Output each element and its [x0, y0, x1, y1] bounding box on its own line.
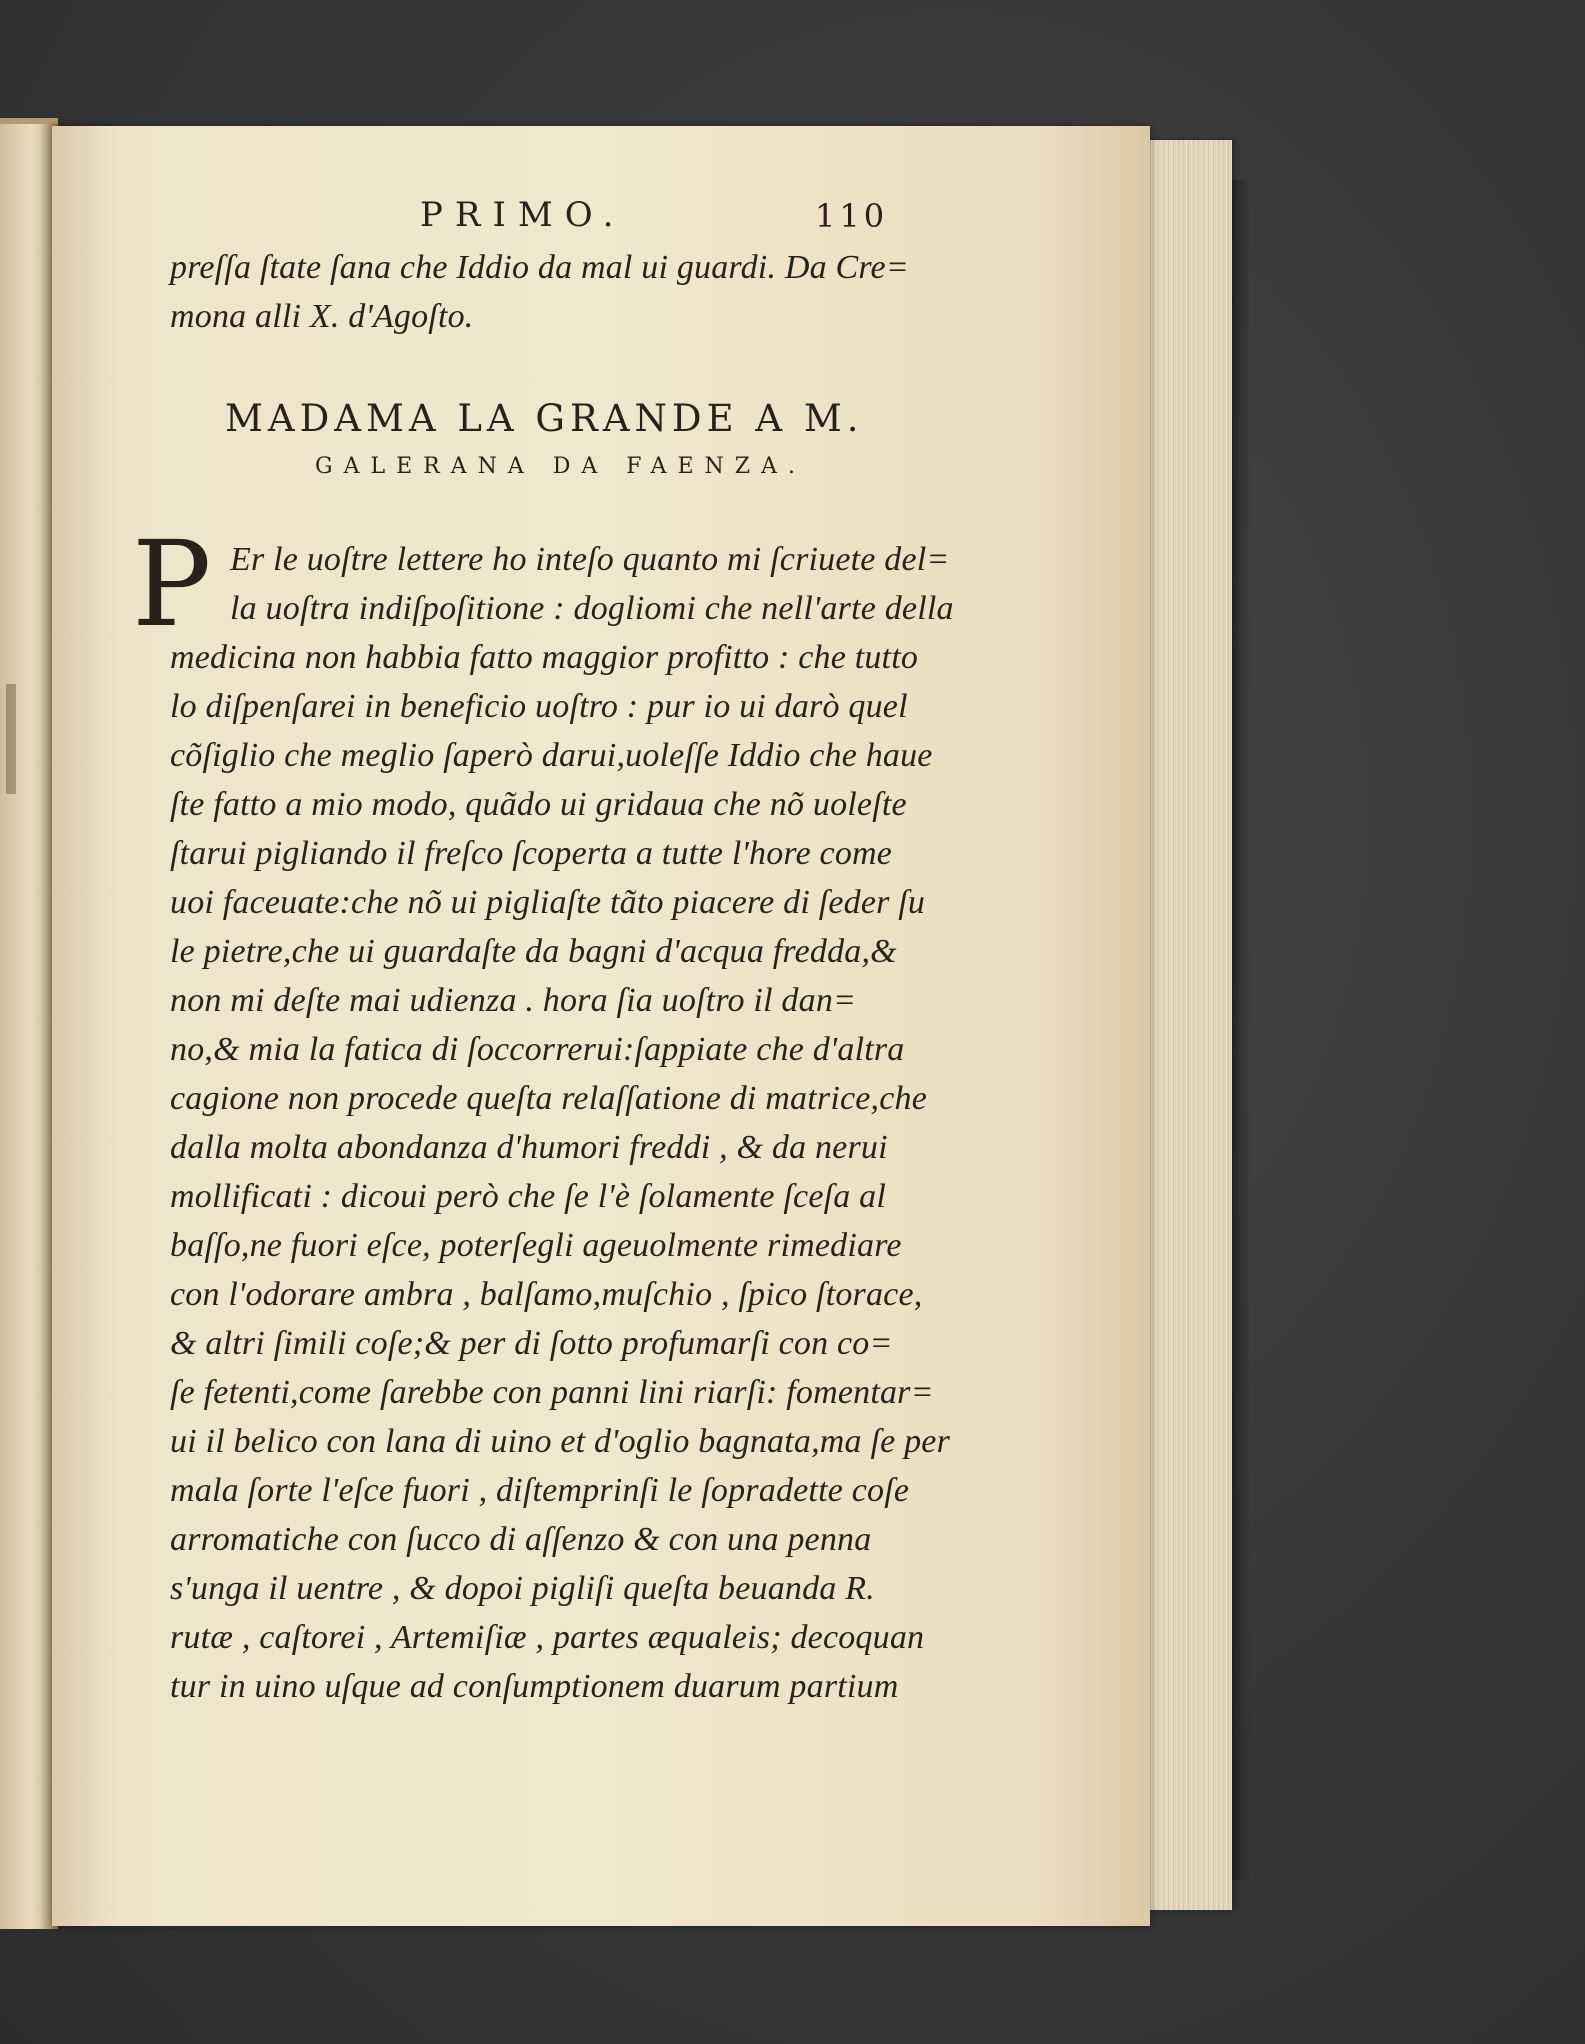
page-number: 110: [815, 197, 889, 235]
text-line: baſſo,ne fuori eſce, poterſegli ageuolmente rimediare: [170, 1227, 902, 1264]
text-line: lo diſpenſarei in beneficio uoſtro : pur io ui darò quel: [170, 688, 908, 725]
text-line: le pietre,che ui guardaſte da bagni d'acqua fredda,&: [170, 933, 897, 970]
text-line: con l'odorare ambra , balſamo,muſchio , ſpico ſtorace,: [170, 1276, 923, 1313]
text-line: mala ſorte l'eſce fuori , diſtemprinſi le ſopradette coſe: [170, 1472, 910, 1509]
left-page-edge: [0, 118, 58, 1929]
text-line: ſte fatto a mio modo, quãdo ui gridaua che nõ uoleſte: [170, 786, 907, 823]
text-block: [132, 195, 1000, 1711]
continuation-text: [170, 243, 1000, 341]
running-head: [170, 195, 1000, 243]
letter-body: [132, 515, 1000, 1711]
text-line: arromatiche con ſucco di aſſenzo & con una penna: [170, 1521, 872, 1558]
page-edges: [1140, 140, 1232, 1910]
text-line: Er le uoſtre lettere ho inteſo quanto mi ſcriuete del=: [230, 541, 950, 578]
text-line: ſtarui pigliando il freſco ſcoperta a tutte l'hore come: [170, 835, 893, 872]
drop-cap: P: [132, 515, 212, 653]
text-line: ſe fetenti,come ſarebbe con panni lini riarſi: fomentar=: [170, 1374, 934, 1411]
page-edges-shadow: [1232, 180, 1250, 1880]
letter-subheading: GALERANA DA FAENZA.: [315, 454, 806, 479]
text-line: & altri ſimili coſe;& per di ſotto profumarſi con co=: [170, 1325, 893, 1362]
letter-heading: MADAMA LA GRANDE A M.: [225, 397, 864, 440]
text-line: s'unga il uentre , & dopoi pigliſi queſta beuanda R.: [170, 1570, 875, 1607]
text-line: no,& mia la fatica di ſoccorrerui:ſappiate che d'altra: [170, 1031, 905, 1068]
text-line: cagione non procede queſta relaſſatione di matrice,che: [170, 1080, 928, 1117]
text-line: rutæ , caſtorei , Artemiſiæ , partes æqualeis; decoquan: [170, 1619, 925, 1656]
text-line: mollificati : dicoui però che ſe l'è ſolamente ſceſa al: [170, 1178, 887, 1215]
text-line: mona alli X. d'Agoſto.: [170, 298, 474, 335]
left-page-bleed-mark: [6, 684, 16, 794]
text-line: medicina non habbia fatto maggior profitto : che tutto: [170, 639, 919, 676]
text-line: tur in uino uſque ad conſumptionem duarum partium: [170, 1668, 899, 1705]
text-line: cõſiglio che meglio ſaperò darui,uoleſſe Iddio che haue: [170, 737, 933, 774]
text-line: ui il belico con lana di uino et d'oglio bagnata,ma ſe per: [170, 1423, 951, 1460]
text-line: non mi deſte mai udienza . hora ſia uoſtro il dan=: [170, 982, 857, 1019]
running-head-title: PRIMO.: [420, 195, 626, 235]
text-line: preſſa ſtate ſana che Iddio da mal ui guardi. Da Cre=: [170, 249, 909, 286]
text-line: la uoſtra indiſpoſitione : dogliomi che nell'arte della: [230, 590, 954, 627]
text-line: dalla molta abondanza d'humori freddi , & da nerui: [170, 1129, 888, 1166]
text-line: uoi faceuate:che nõ ui pigliaſte tãto piacere di ſeder ſu: [170, 884, 926, 921]
